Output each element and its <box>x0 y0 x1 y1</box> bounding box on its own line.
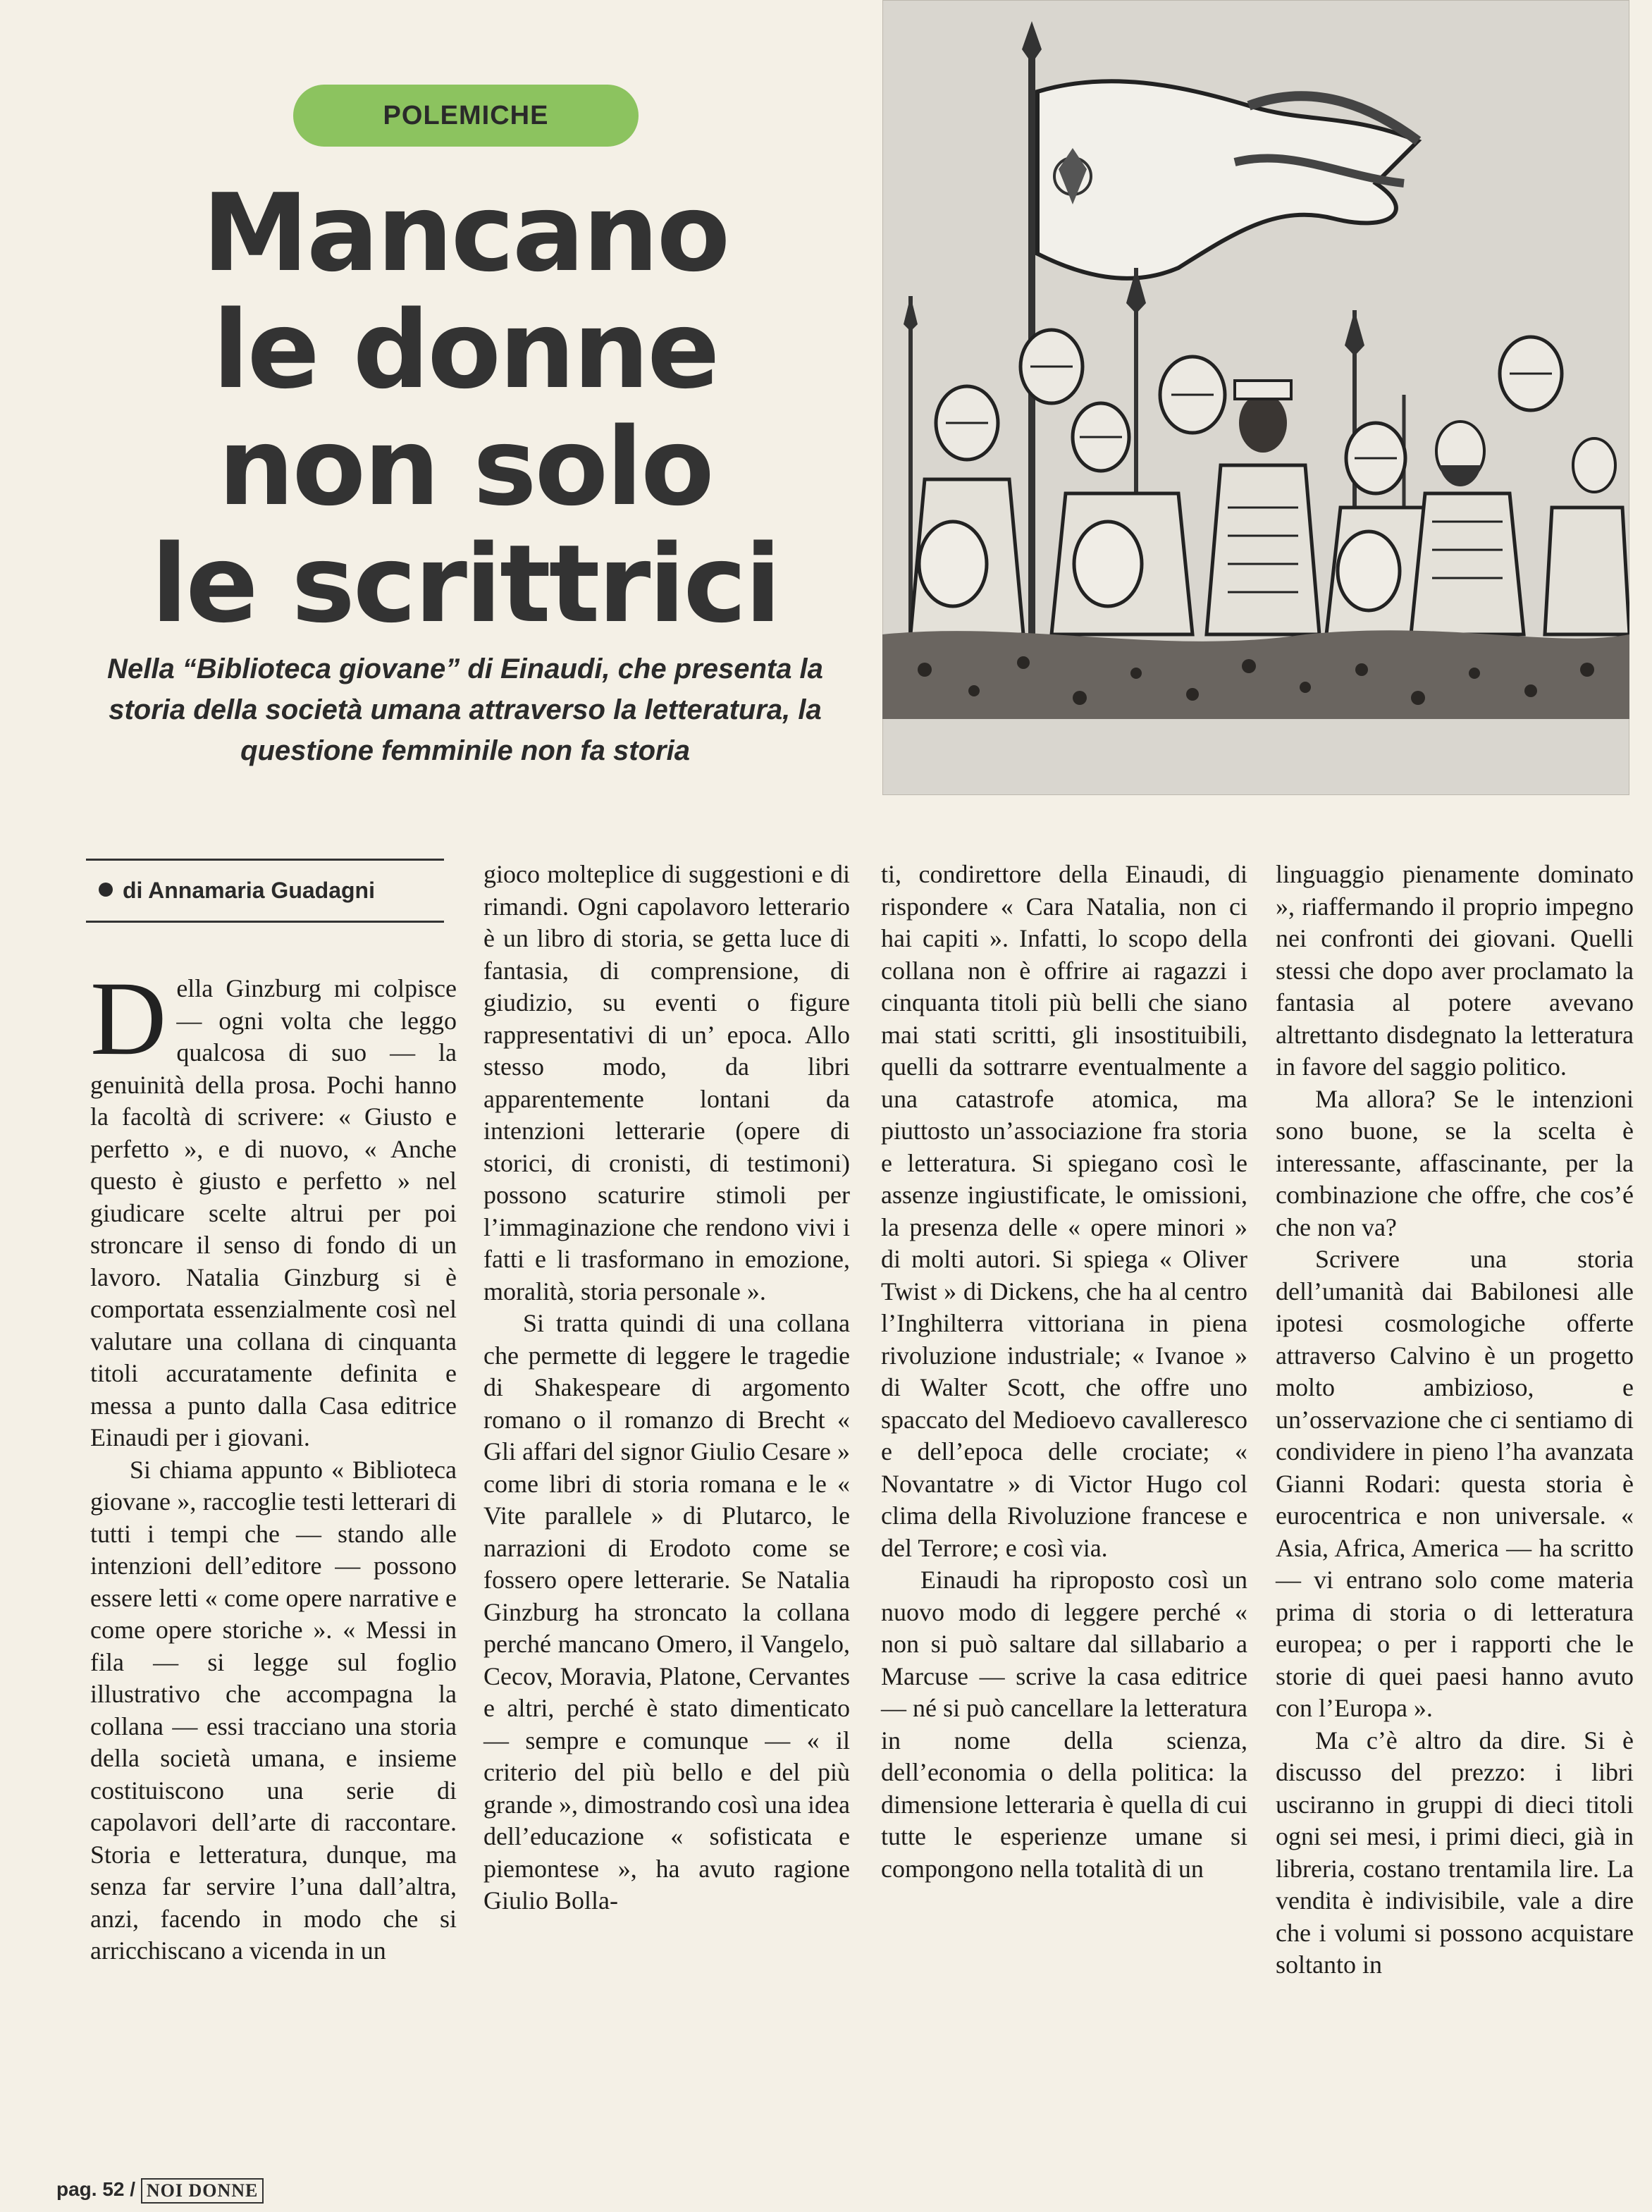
paragraph: gioco molteplice di suggestioni e di rimandi. Ogni capolavoro letterario è un libro di storia, se getta luce di fantasia, di comprensione, di giudizio, su eventi o figure rappresentativi di un’ epoca. Allo stesso modo, da libri apparentemente lontani da intenzioni letterarie (opere di storici, di cronisti, di testimoni) possono scaturire stimoli per l’immaginazione che rendono vivi i fatti e li trasformano in emozione, moralità, storia personale ». <box>483 860 850 1305</box>
headline-line: le donne <box>212 288 718 412</box>
drop-cap: D <box>90 960 167 1077</box>
page-footer <box>56 2175 264 2204</box>
headline <box>99 171 832 646</box>
byline-rule <box>86 859 444 861</box>
paragraph: Ma allora? Se le intenzioni sono buone, se la scelta è interessante, affascinante, per la combinazione che offre, che cos’é che non va? <box>1276 1084 1634 1241</box>
byline <box>99 873 437 908</box>
headline-line: non solo <box>218 405 713 529</box>
article-column-3 <box>881 859 1247 1885</box>
paragraph: Scrivere una storia dell’umanità dai Babilonesi alle ipotesi cosmologiche offerte attraverso Calvino è un progetto molto ambizioso, e un’osservazione che ci sentiamo di condividere in pieno l’ha avanzata Gianni Rodari: questa storia è eurocentrica e non universale. « Asia, Africa, America — ha scritto — vi entrano solo come materia prima di storia o di letteratura europea; o per i rapporti che le storie di quei paesi hanno avuto con l’Europa ». <box>1276 1245 1634 1722</box>
headline-line: le scrittrici <box>151 522 779 646</box>
magazine-logo: NOI DONNE <box>141 2178 264 2204</box>
article-column-2 <box>483 859 850 1917</box>
subtitle: Nella “Biblioteca giovane” di Einaudi, che presenta la storia della società umana attraverso la letteratura, la questione femminile non fa storia <box>107 653 823 766</box>
section-tag: POLEMICHE <box>293 85 639 147</box>
paragraph: ti, condirettore della Einaudi, di rispondere « Cara Natalia, non ci hai capiti ». Infatti, lo scopo della collana non è offrire ai ragazzi i cinquanta titoli più belli che siano mai stati scritti, gli insostituibili, quelli da sottrarre eventualmente a una catastrofe atomica, ma piuttosto un’associazione fra storia e letteratura. Si spiegano così le assenze ingiustificate, le omissioni, la presenza delle « opere minori » di molti autori. Si spiega « Oliver Twist » di Dickens, che ha al centro l’Inghilterra vittoriana in piena rivoluzione industriale; « Ivanoe » di Walter Scott, che offre uno spaccato del Medioevo cavalleresco e dell’epoca delle crociate; « Novantatre » di Victor Hugo col clima della Rivoluzione francese e del Terrore; e così via. <box>881 860 1247 1562</box>
article-column-1 <box>90 960 457 1967</box>
page-number: pag. 52 / <box>56 2178 136 2200</box>
byline-author: di Annamaria Guadagni <box>123 878 375 903</box>
paragraph <box>90 960 457 1454</box>
byline-rule <box>86 921 444 923</box>
bullet-icon <box>99 883 113 897</box>
headline-line: Mancano <box>202 171 729 295</box>
paragraph: Ma c’è altro da dire. Si è discusso del prezzo: i libri usciranno in gruppi di dieci titoli ogni sei mesi, i primi dieci, già in libreria, costano trentamila lire. La vendita è indivisibile, vale a dire che i volumi si possono acquistare soltanto in <box>1276 1726 1634 1979</box>
paragraph: Si tratta quindi di una collana che permette di leggere le tragedie di Shakespeare di argomento romano o il romanzo di Brecht « Gli affari del signor Giulio Cesare » come libri di storia romana e le « Vite parallele » di Plutarco, le narrazioni di Erodoto come se fossero opere letterarie. Se Natalia Ginzburg ha stroncato la collana perché mancano Omero, il Vangelo, Cecov, Moravia, Platone, Cervantes e altri, perché è stato dimenticato — sempre e comunque — « il criterio del più bello e del più grande », dimostrando così una idea dell’educazione « sofisticata e piemontese », ha avuto ragione Giulio Bolla- <box>483 1309 850 1915</box>
paragraph: Einaudi ha riproposto così un nuovo modo di leggere perché « non si può saltare dal sillabario a Marcuse — scrive la casa editrice — né si può cancellare la letteratura in nome della scienza, dell’economia o della politica: la dimensione letteraria è quella di cui tutte le esperienze umane si compongono nella totalità di un <box>881 1566 1247 1883</box>
illustration-knights-banner <box>882 0 1629 795</box>
paragraph: Si chiama appunto « Biblioteca giovane », raccoglie testi letterari di tutti i tempi che — stando alle intenzioni dell’editore — possono essere letti « come opere narrative e come opere storiche ». « Messi in fila — si legge sul foglio illustrativo che accompagna la collana — essi tracciano una storia della società umana, e insieme costituiscono una serie di capolavori dell’arte di raccontare. Storia e letteratura, dunque, ma senza far servire l’una dall’altra, anzi, facendo in modo che si arricchiscano a vicenda in un <box>90 1455 457 1965</box>
paragraph-text: ella Ginzburg mi colpisce — ogni volta che leggo qualcosa di suo — la genuinità della prosa. Pochi hanno la facoltà di scrivere: « Giusto e perfetto », e di nuovo, « Anche questo è giusto e perfetto » nel giudicare scelte altrui per poi stroncare il senso di fondo di un lavoro. Natalia Ginzburg si è comportata essenzialmente così nel valutare una collana di cinquanta titoli accuratamente definita e messa a punto dalla Casa editrice Einaudi per i giovani. <box>90 974 457 1451</box>
article-column-4 <box>1276 859 1634 1981</box>
paragraph: linguaggio pienamente dominato », riaffermando il proprio impegno nei confronti dei giovani. Quelli stessi che dopo aver proclamato la fantasia al potere avevano altrettanto disdegnato la letteratura in favore del saggio politico. <box>1276 860 1634 1081</box>
